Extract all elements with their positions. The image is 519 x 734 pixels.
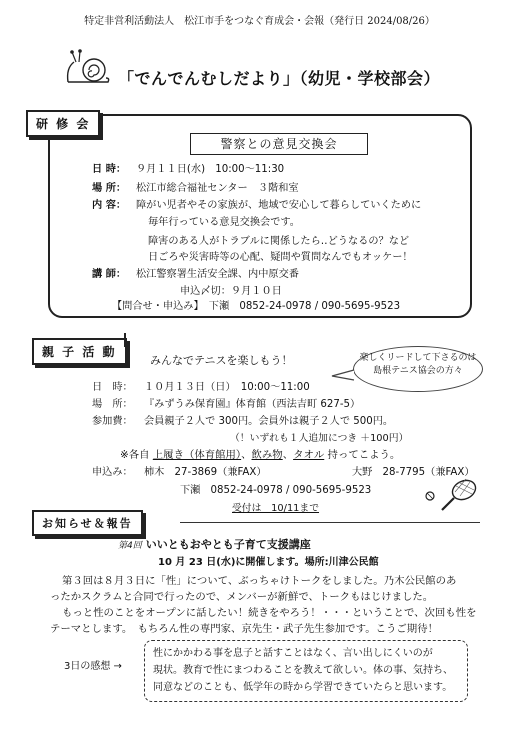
parent-date: １０月１３日（日） 10:00～11:00 (144, 382, 310, 393)
training-place: 松江市総合福祉センター ３階和室 (136, 183, 299, 194)
report-paragraph2-line2: テーマとします。 もちろん性の専門家、京先生・武子先生参加です。こうご期待！ (50, 623, 438, 635)
bubble-line1: 楽しくリードして下さるのは (359, 353, 477, 363)
parent-date-row (92, 381, 310, 394)
training-content-row (92, 199, 421, 212)
newsletter-header: 特定非営利活動法人 松江市手をつなぐ育成会・会報（発行日 2024/08/26） (84, 16, 435, 27)
parent-fee-note: （！いずれも１人追加につき ＋100円） (230, 433, 409, 444)
place-label: 場 所： (92, 183, 127, 194)
course-title: いいともおやとも子育て支援講座 (145, 538, 311, 551)
impression-line2: 現状。教育で性にまつわることを教えて欲しい。体の事、気持ち、 (153, 665, 453, 676)
bubble-tail (330, 368, 358, 382)
date-label: 日 時： (92, 164, 127, 175)
training-place-row (92, 182, 299, 195)
parent-fee-row (92, 415, 393, 428)
course-date: 10 月 23 日(水)に開催します。場所:川津公民館 (158, 557, 379, 568)
parent-fee: 会員親子２人で 300円。会員外は親子２人で 500円。 (144, 416, 394, 427)
training-date: ９月１１日(水) 10:00～11:30 (136, 164, 285, 175)
speech-bubble (353, 346, 483, 392)
parent-apply-row (92, 466, 267, 479)
training-content-line4: 日ごろや災害時等の心配、疑問や質問なんでもオッケー！ (148, 252, 413, 263)
training-content-line3: 障害のある人がトラブルに関係したら‥どうなるの？など (148, 236, 410, 247)
bring-towel: タオル (293, 449, 325, 461)
training-lecturer: 松江警察署生活安全課、内中原交番 (136, 269, 299, 280)
parent-headline: みんなでテニスを楽しもう！ (150, 354, 293, 367)
course-title-row (118, 538, 311, 553)
parent-apply-label: 申込み： (92, 467, 133, 478)
parent-fee-label: 参加費： (92, 416, 133, 427)
tag-divider (124, 333, 126, 347)
bring-drink: 飲み物 (251, 449, 283, 461)
training-date-row (92, 163, 284, 176)
lecturer-label: 講 師： (92, 269, 127, 280)
bring-prefix: ※各自 (120, 449, 153, 461)
training-content-line2: 毎年行っている意見交換会です。 (148, 217, 300, 228)
content-label: 内 容： (92, 200, 127, 211)
bubble-line2: 島根テニス協会の方々 (373, 366, 463, 376)
snail-icon (64, 48, 112, 88)
apply-contact-shimose: 下瀬 0852-24-0978 / 090-5695-9523 (180, 485, 372, 496)
tennis-racket-icon (420, 476, 480, 516)
report-paragraph1-line1: 第３回は８月３日に「性」について、ぶっちゃけトークをしました。乃木公民館のあ (62, 575, 457, 587)
parent-deadline: 受付は 10/11まで (232, 503, 320, 514)
report-paragraph1-line2: ったかスクラムと合同で行ったので、メンバーが新鮮で、トークもはじけました。 (50, 591, 434, 603)
report-paragraph2-line1: もっと性のことをオープンに話したい！続きをやろう！・・・ということで、次回も性を (62, 607, 477, 619)
bring-sep1: 、 (241, 449, 252, 461)
impression-line1: 性にかかわる事を息子と話すことはなく、言い出しにくいのが (153, 648, 433, 659)
training-contact: 【問合せ・申込み】 下瀬 0852-24-0978 / 090-5695-9523 (112, 301, 401, 312)
training-subtitle: 警察との意見交換会 (190, 133, 368, 155)
impression-label: 3日の感想 → (64, 661, 122, 672)
news-tag: お知らせ＆報告 (32, 510, 143, 536)
parent-place-row (92, 398, 360, 411)
apply-contact-ohno: 大野 28-7795（兼FAX） (352, 467, 475, 478)
training-lecturer-row (92, 268, 299, 281)
parent-activity-tag: 親 子 活 動 (32, 338, 127, 365)
course-edition: 第4回 (118, 541, 142, 551)
parent-bring-row (120, 449, 400, 462)
parent-date-label: 日 時： (92, 382, 133, 393)
impression-line3: 同意などのことも、低学年の時から学習できていたらと思います。 (153, 682, 453, 693)
newsletter-title: 「でんでんむしだより」（幼児・学校部会） (118, 69, 441, 88)
apply-contact-kakinoki: 柿木 27-3869（兼FAX） (144, 467, 267, 478)
parent-place-label: 場 所： (92, 399, 133, 410)
impression-box (144, 640, 468, 702)
training-tag: 研 修 会 (26, 110, 100, 137)
training-deadline: 申込〆切：９月１０日 (180, 286, 282, 297)
bring-sep2: 、 (282, 449, 294, 461)
parent-place: 『みずうみ保育園』体育館（西法吉町 627-5） (144, 399, 361, 410)
training-content-line1: 障がい児者やその家族が、地域で安心して暮らしていくために (136, 200, 422, 211)
bring-shoes: 上履き（体育館用） (152, 449, 242, 461)
news-divider (180, 522, 480, 523)
bring-suffix: 持ってこよう。 (324, 449, 401, 461)
